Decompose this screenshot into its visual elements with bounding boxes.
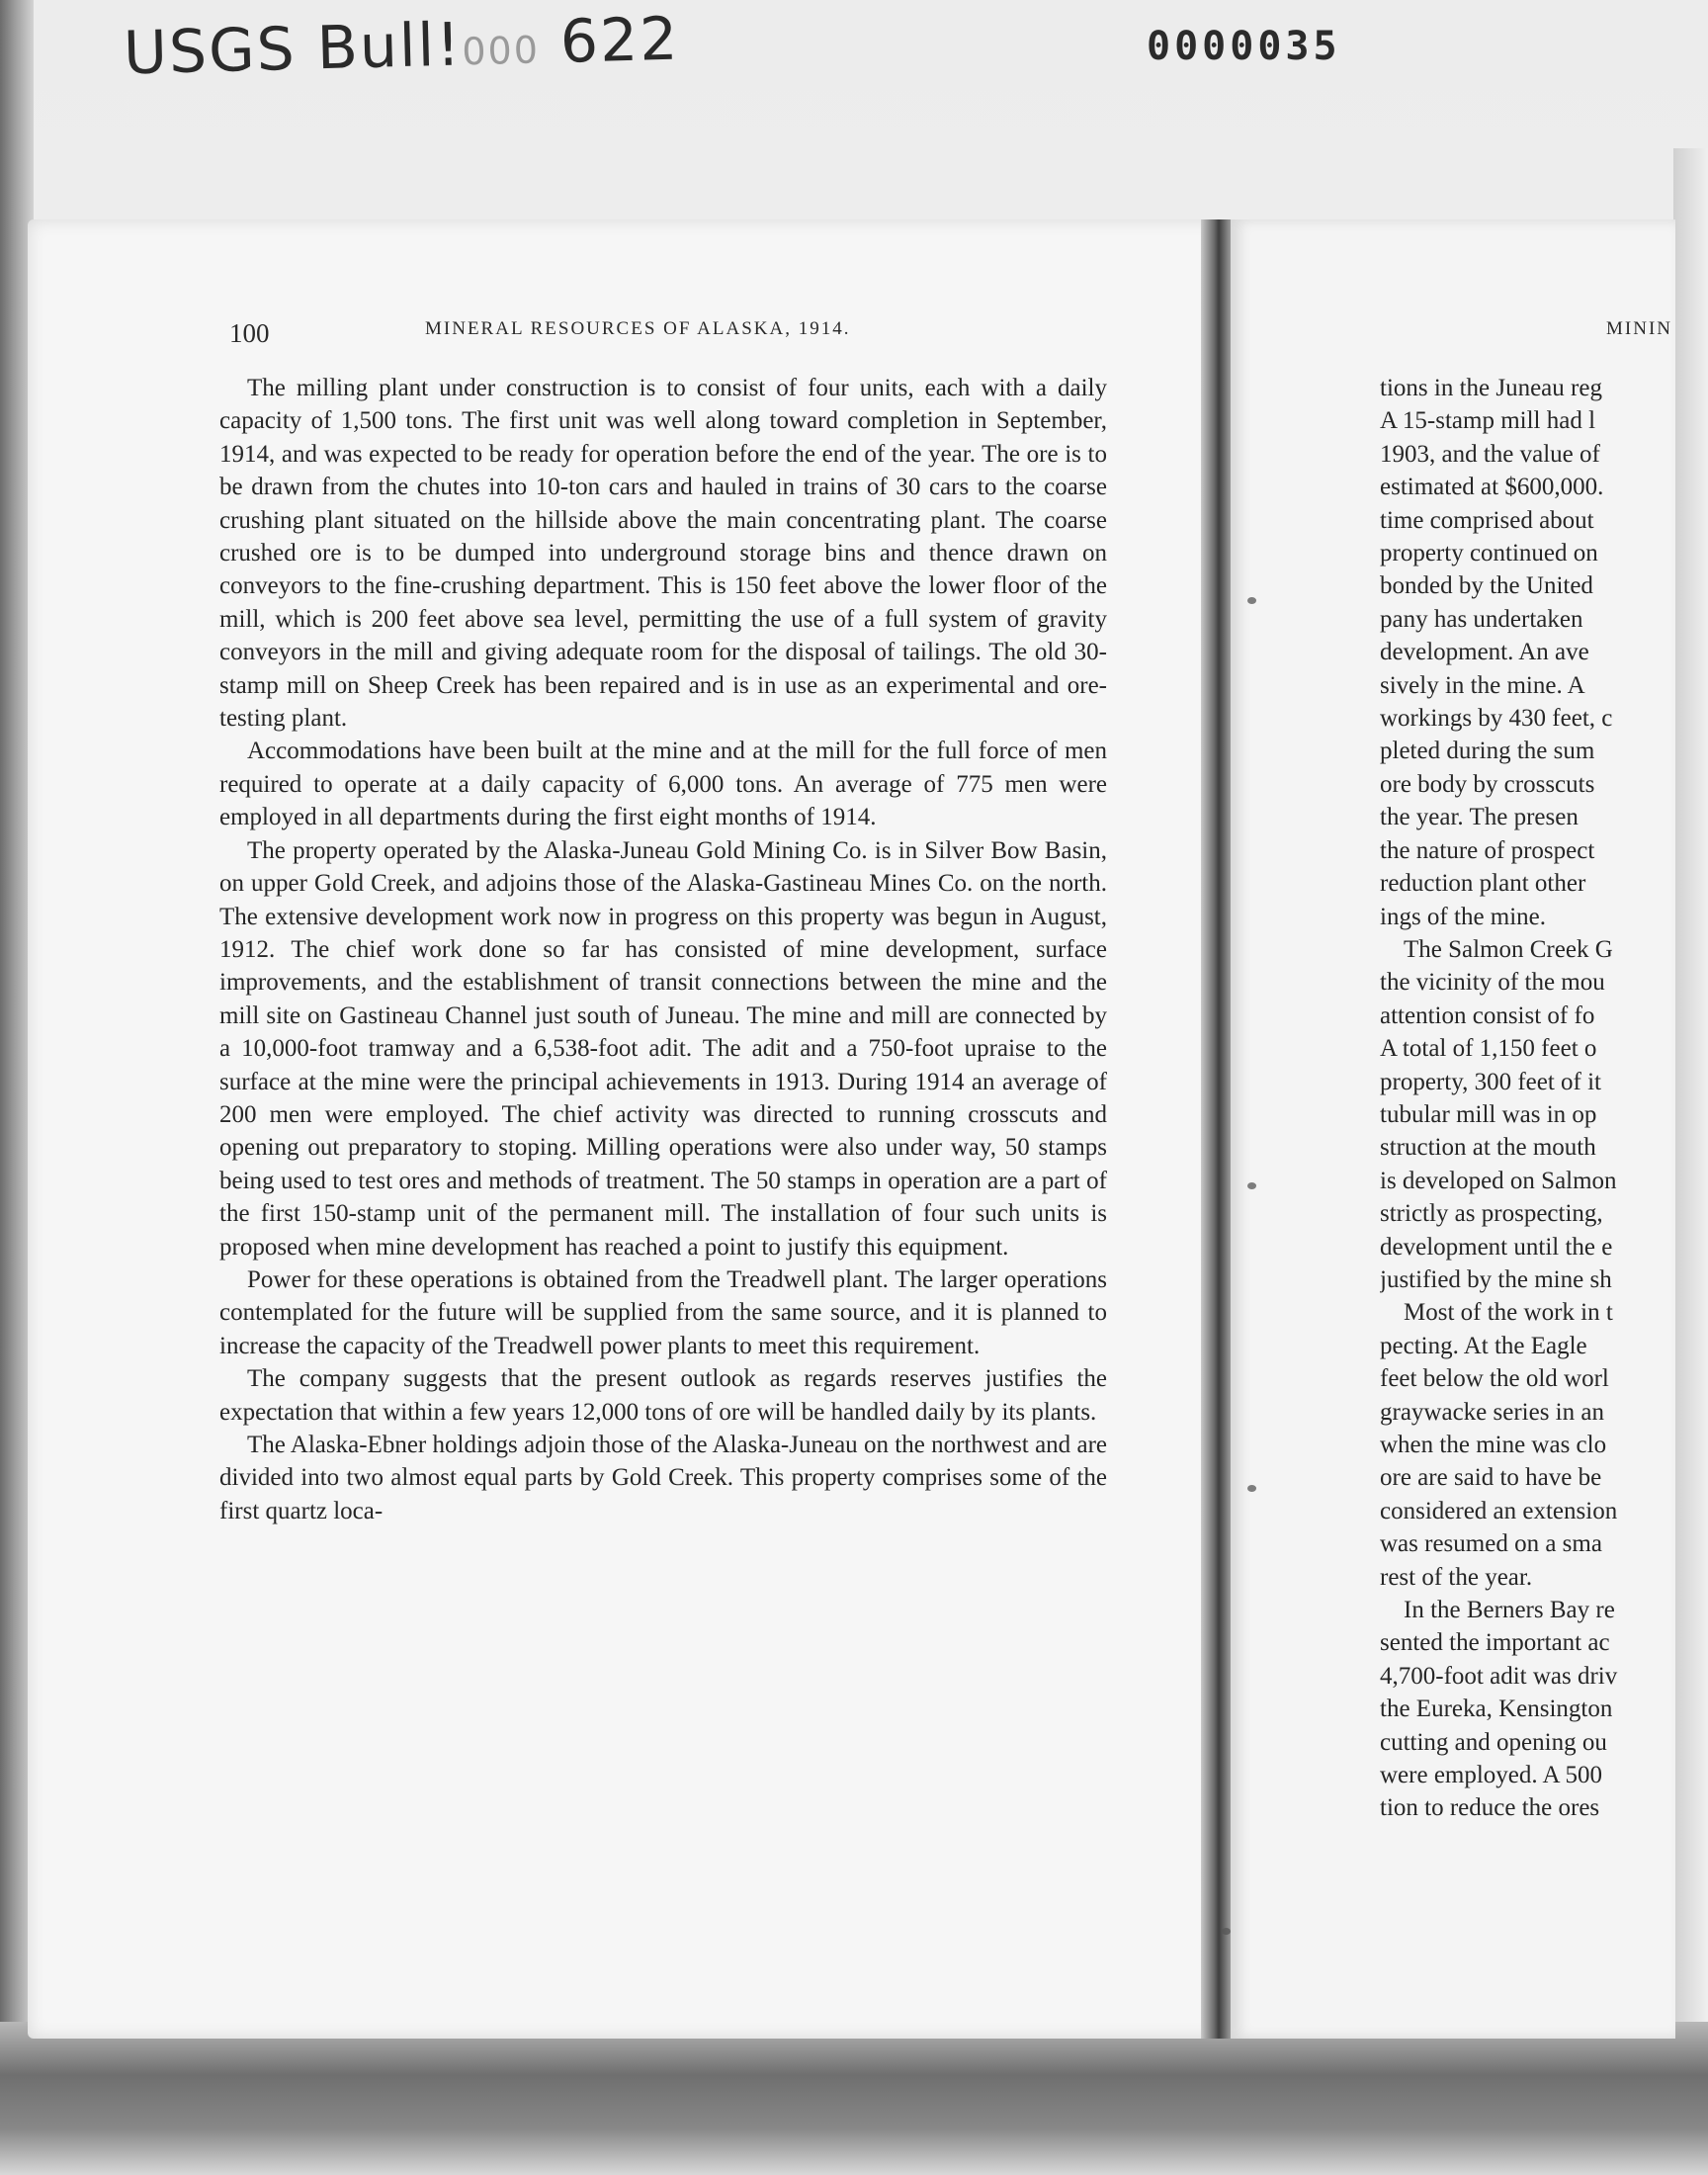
right-page-line: the year. The presen bbox=[1380, 804, 1579, 831]
right-page-line: struction at the mouth bbox=[1380, 1134, 1596, 1162]
right-page-line: were employed. A 500 bbox=[1380, 1762, 1602, 1789]
right-page-line: tions in the Juneau reg bbox=[1380, 375, 1602, 401]
right-page-line: In the Berners Bay re bbox=[1404, 1597, 1615, 1624]
right-page-line: A 15-stamp mill had l bbox=[1380, 407, 1596, 435]
right-page-line: sented the important ac bbox=[1380, 1629, 1610, 1657]
right-page-line: the Eureka, Kensington bbox=[1380, 1696, 1613, 1723]
paragraph-alaska-juneau: The property operated by the Alaska-Juneau Gold Mining Co. is in Silver Bow Basin, on upper Gold Creek, and adjoins those of the Alaska-Gastineau Mines Co. on the north. The extensive development work now in progress on this property was begun in August, 1912. The chief work done so far has consisted of mine development, surface improvements, and the establishment of transit connections between the mine and the mill site on Gastineau Channel just south of Juneau. The mine and mill are connected by a 10,000-foot tramway and a 6,538-foot adit. The adit and a 750-foot upraise to the surface at the mine were the principal achievements in 1913. During 1914 an average of 200 men were employed. The chief activity was directed to running crosscuts and opening out preparatory to stoping. Milling operations were also under way, 50 stamps being used to test ores and methods of treatment. The 50 stamps in operation are a part of the first 150-stamp unit of the permanent mill. The installation of four such units is proposed when mine development has reached a point to justify this equipment. bbox=[219, 836, 1107, 1261]
right-page-line: property continued on bbox=[1380, 540, 1598, 567]
handwritten-bulletin-label bbox=[123, 5, 680, 89]
right-page-line: development. An ave bbox=[1380, 639, 1589, 666]
paragraph-accommodations: Accommodations have been built at the mine and at the mill for the full force of men required to operate at a daily capacity of 6,000 tons. An average of 775 men were employed in all departments during the first eight months of 1914. bbox=[219, 738, 1107, 831]
handwritten-bulletin-number: 622 bbox=[558, 4, 681, 77]
right-page-line: is developed on Salmon bbox=[1380, 1167, 1617, 1194]
right-page-body-text bbox=[1380, 372, 1674, 1825]
binding-hole-mark bbox=[1222, 1928, 1231, 1935]
page-number: 100 bbox=[229, 318, 270, 348]
right-page-line: the vicinity of the mou bbox=[1380, 969, 1605, 997]
handwritten-prefix: USGS Bull! bbox=[123, 10, 464, 89]
right-page-line: Most of the work in t bbox=[1404, 1299, 1613, 1327]
right-page-line: 1903, and the value of bbox=[1380, 440, 1600, 468]
binding-hole-mark bbox=[1247, 1182, 1256, 1189]
right-page-line: attention consist of fo bbox=[1380, 1001, 1595, 1029]
left-page-body-text bbox=[219, 372, 1107, 1527]
running-head-title: MINERAL RESOURCES OF ALASKA, 1914. bbox=[425, 318, 851, 339]
right-page-line: sively in the mine. A bbox=[1380, 671, 1585, 699]
paragraph-company-outlook: The company suggests that the present outlook as regards reserves justifies the expectation that within a few years 12,000 tons of ore will be handled daily by its plants. bbox=[219, 1365, 1107, 1426]
scan-bottom-shadow bbox=[0, 2022, 1708, 2175]
paragraph-power: Power for these operations is obtained from the Treadwell plant. The larger operations contemplated for the future will be supplied from the same source, and it is planned to increase the capacity of the Treadwell power plants to meet this requirement. bbox=[219, 1265, 1107, 1359]
right-page-line: ore are said to have be bbox=[1380, 1464, 1602, 1492]
right-page-line: reduction plant other bbox=[1380, 870, 1586, 898]
right-page-line: The Salmon Creek G bbox=[1404, 935, 1613, 963]
paragraph-alaska-ebner: The Alaska-Ebner holdings adjoin those of the Alaska-Juneau on the northwest and are divided into two almost equal parts by Gold Creek. This property comprises some of the first quartz loca- bbox=[219, 1432, 1107, 1524]
binding-hole-mark bbox=[1247, 597, 1256, 604]
right-page-line: the nature of prospect bbox=[1380, 836, 1595, 864]
book-gutter bbox=[1201, 219, 1231, 2039]
right-page-line: time comprised about bbox=[1380, 506, 1594, 534]
right-page-line: bonded by the United bbox=[1380, 572, 1593, 600]
right-page-line: ore body by crosscuts bbox=[1380, 770, 1595, 798]
right-page-line: rest of the year. bbox=[1380, 1563, 1533, 1591]
right-page-line: estimated at $600,000. bbox=[1380, 474, 1604, 501]
right-page-line: considered an extension bbox=[1380, 1497, 1618, 1524]
right-page-line: was resumed on a sma bbox=[1380, 1530, 1602, 1558]
binding-hole-mark bbox=[1247, 1485, 1256, 1492]
right-page-line: graywacke series in an bbox=[1380, 1398, 1604, 1426]
right-page-line: tion to reduce the ores bbox=[1380, 1794, 1600, 1822]
right-page-line: ings of the mine. bbox=[1380, 903, 1547, 930]
scan-right-edge bbox=[1673, 148, 1708, 2027]
right-page-line: feet below the old worl bbox=[1380, 1365, 1609, 1393]
right-page-running-head: MININ bbox=[1606, 318, 1672, 339]
right-page-line: pecting. At the Eagle bbox=[1380, 1332, 1587, 1359]
right-page-line: workings by 430 feet, c bbox=[1380, 705, 1613, 733]
right-page-line: property, 300 feet of it bbox=[1380, 1068, 1601, 1095]
stamped-sequence-number: 0000035 bbox=[1147, 24, 1341, 69]
right-page-line: justified by the mine sh bbox=[1380, 1265, 1612, 1293]
right-page-line: cutting and opening ou bbox=[1380, 1728, 1607, 1756]
right-page-line: pleted during the sum bbox=[1380, 738, 1595, 765]
right-page-line: when the mine was clo bbox=[1380, 1432, 1607, 1458]
right-page-line: 4,700-foot adit was driv bbox=[1380, 1662, 1618, 1690]
right-page-line: pany has undertaken bbox=[1380, 605, 1583, 633]
right-page-line: A total of 1,150 feet o bbox=[1380, 1035, 1597, 1063]
right-page-line: strictly as prospecting, bbox=[1380, 1200, 1603, 1228]
handwritten-faint-zeros: 000 bbox=[461, 28, 541, 74]
right-page-line: tubular mill was in op bbox=[1380, 1100, 1597, 1128]
paragraph-milling-plant: The milling plant under construction is to consist of four units, each with a daily capacity of 1,500 tons. The first unit was well along toward completion in September, 1914, and was expected to be ready for operation before the end of the year. The ore is to be drawn from the chutes into 10-ton cars and hauled in trains of 30 cars to the coarse crushing plant situated on the hillside above the main concentrating plant. The coarse crushed ore is to be dumped into underground storage bins and thence drawn on conveyors to the fine-crushing department. This is 150 feet above the lower floor of the mill, which is 200 feet above sea level, permitting the use of a full system of gravity conveyors in the mill and giving adequate room for the disposal of tailings. The old 30-stamp mill on Sheep Creek has been repaired and is in use as an experimental and ore-testing plant. bbox=[219, 375, 1107, 733]
right-page-line: development until the e bbox=[1380, 1233, 1613, 1261]
